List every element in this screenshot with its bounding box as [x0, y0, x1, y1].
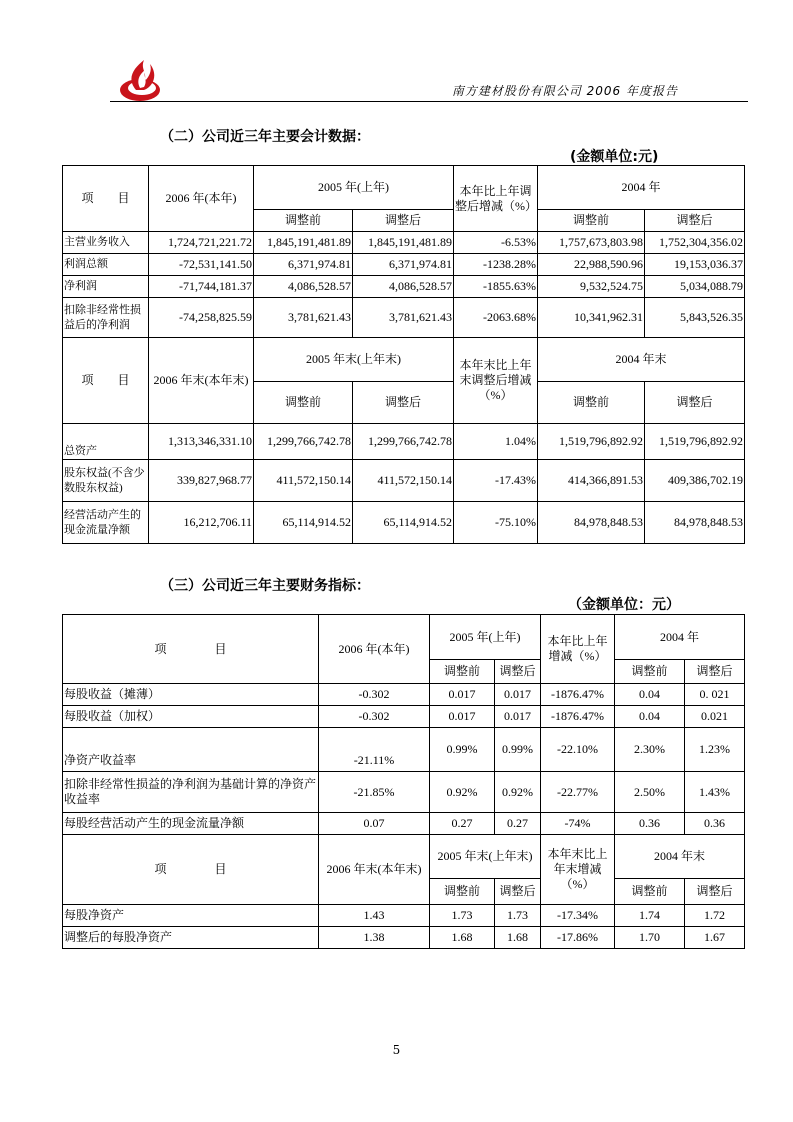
cell-change: -2063.68%	[454, 298, 538, 338]
section2-title: （二）公司近三年主要会计数据：	[160, 129, 370, 145]
page-number: 5	[392, 1043, 401, 1057]
row-label: 扣除非经常性损益后的净利润	[63, 298, 149, 338]
cell-2004-before: 0.04	[615, 706, 685, 728]
cell-2005-before: 1,845,191,481.89	[254, 232, 353, 254]
table-row	[63, 927, 745, 949]
header-2004-after: 调整后	[685, 879, 745, 905]
cell-change: -17.86%	[541, 927, 615, 949]
cell-2004-after: 409,386,702.19	[645, 460, 745, 502]
cell-2005-before: 6,371,974.81	[254, 254, 353, 276]
cell-2006: -21.85%	[319, 772, 430, 813]
cell-2004-before: 0.36	[615, 813, 685, 835]
row-label: 扣除非经常性损益的净利润为基础计算的净资产收益率	[63, 772, 319, 813]
cell-2006: -0.302	[319, 706, 430, 728]
header-2006: 2006 年(本年)	[149, 166, 254, 232]
header-rule	[110, 101, 748, 102]
cell-2004-before: 0.04	[615, 684, 685, 706]
header-2004-after: 调整后	[645, 210, 745, 232]
cell-2004-after: 1.67	[685, 927, 745, 949]
cell-2005-after: 65,114,914.52	[353, 502, 454, 544]
cell-2006: 1,313,346,331.10	[149, 424, 254, 460]
cell-2004-before: 1,757,673,803.98	[538, 232, 645, 254]
header-2005-after: 调整后	[495, 660, 541, 684]
cell-2005-before: 1.73	[430, 905, 495, 927]
header-2005-end: 2005 年末(上年末)	[430, 835, 541, 879]
row-label: 每股收益（摊薄）	[63, 684, 319, 706]
header-change: 本年比上年增减（%）	[541, 615, 615, 684]
cell-change: -75.10%	[454, 502, 538, 544]
header-change: 本年比上年调整后增减（%）	[454, 166, 538, 232]
cell-2005-before: 0.27	[430, 813, 495, 835]
cell-2006: 1.43	[319, 905, 430, 927]
header-item: 项 目	[63, 615, 319, 684]
cell-2005-after: 6,371,974.81	[353, 254, 454, 276]
table-row	[63, 276, 745, 298]
header-item: 项 目	[63, 166, 149, 232]
cell-change: -17.43%	[454, 460, 538, 502]
header-2004-before: 调整前	[615, 660, 685, 684]
header-2004-end: 2004 年末	[615, 835, 745, 879]
cell-2005-before: 3,781,621.43	[254, 298, 353, 338]
cell-2005-after: 4,086,528.57	[353, 276, 454, 298]
cell-2005-before: 0.017	[430, 706, 495, 728]
cell-2004-before: 1,519,796,892.92	[538, 424, 645, 460]
header-2005-before: 调整前	[430, 879, 495, 905]
cell-2006: -71,744,181.37	[149, 276, 254, 298]
header-2006-end: 2006 年末(本年末)	[319, 835, 430, 905]
header-2004: 2004 年	[538, 166, 745, 210]
header-item: 项 目	[63, 835, 319, 905]
cell-2004-after: 1.72	[685, 905, 745, 927]
header-2004-before: 调整前	[538, 382, 645, 424]
table-row	[63, 460, 745, 502]
cell-2004-before: 414,366,891.53	[538, 460, 645, 502]
cell-2005-after: 0.92%	[495, 772, 541, 813]
financial-indicators-table	[62, 614, 745, 949]
cell-2004-after: 5,843,526.35	[645, 298, 745, 338]
table-row	[63, 684, 745, 706]
cell-change: -22.10%	[541, 728, 615, 772]
row-label: 每股收益（加权）	[63, 706, 319, 728]
row-label: 每股净资产	[63, 905, 319, 927]
cell-2005-before: 0.92%	[430, 772, 495, 813]
cell-2005-after: 1,299,766,742.78	[353, 424, 454, 460]
table-row	[63, 254, 745, 276]
header-2005-before: 调整前	[430, 660, 495, 684]
cell-change: -1876.47%	[541, 684, 615, 706]
table-row	[63, 502, 745, 544]
cell-2004-before: 2.50%	[615, 772, 685, 813]
cell-2004-before: 1.70	[615, 927, 685, 949]
header-2004: 2004 年	[615, 615, 745, 660]
cell-2006: 1,724,721,221.72	[149, 232, 254, 254]
row-label: 调整后的每股净资产	[63, 927, 319, 949]
row-label: 经营活动产生的现金流量净额	[63, 502, 149, 544]
header-change-end: 本年末比上年末调整后增减（%）	[454, 338, 538, 424]
cell-2004-before: 10,341,962.31	[538, 298, 645, 338]
header-2004-after: 调整后	[645, 382, 745, 424]
cell-2006: -21.11%	[319, 728, 430, 772]
cell-2005-after: 0.27	[495, 813, 541, 835]
header-2005-after: 调整后	[353, 210, 454, 232]
header-2004-before: 调整前	[615, 879, 685, 905]
cell-2004-after: 84,978,848.53	[645, 502, 745, 544]
header-2005-before: 调整前	[254, 210, 353, 232]
cell-2005-before: 1.68	[430, 927, 495, 949]
header-2004-after: 调整后	[685, 660, 745, 684]
cell-2005-after: 3,781,621.43	[353, 298, 454, 338]
cell-2004-after: 1,752,304,356.02	[645, 232, 745, 254]
row-label: 利润总额	[63, 254, 149, 276]
cell-2004-before: 84,978,848.53	[538, 502, 645, 544]
table-row	[63, 232, 745, 254]
cell-2004-before: 22,988,590.96	[538, 254, 645, 276]
header-2005-after: 调整后	[353, 382, 454, 424]
table-row	[63, 728, 745, 772]
cell-2004-after: 1,519,796,892.92	[645, 424, 745, 460]
cell-2005-after: 411,572,150.14	[353, 460, 454, 502]
cell-2006: -72,531,141.50	[149, 254, 254, 276]
row-label: 每股经营活动产生的现金流量净额	[63, 813, 319, 835]
cell-2006: -0.302	[319, 684, 430, 706]
section2-unit: (金额单位:元)	[570, 149, 659, 165]
cell-change: 1.04%	[454, 424, 538, 460]
cell-2004-before: 2.30%	[615, 728, 685, 772]
header-2006-end: 2006 年末(本年末)	[149, 338, 254, 424]
cell-2005-before: 1,299,766,742.78	[254, 424, 353, 460]
cell-2005-after: 1.73	[495, 905, 541, 927]
row-label: 总资产	[63, 424, 149, 460]
header-2004-end: 2004 年末	[538, 338, 745, 382]
header-2005-end: 2005 年末(上年末)	[254, 338, 454, 382]
cell-2004-after: 1.23%	[685, 728, 745, 772]
cell-change: -1238.28%	[454, 254, 538, 276]
cell-2005-before: 0.99%	[430, 728, 495, 772]
company-logo	[118, 52, 164, 102]
row-label: 净资产收益率	[63, 728, 319, 772]
header-change-end: 本年末比上年末增减（%）	[541, 835, 615, 905]
cell-2005-before: 4,086,528.57	[254, 276, 353, 298]
section3-unit: （金额单位：元）	[568, 597, 680, 613]
cell-2006: -74,258,825.59	[149, 298, 254, 338]
cell-2005-before: 0.017	[430, 684, 495, 706]
table-row	[63, 298, 745, 338]
table-row	[63, 424, 745, 460]
section3-title: （三）公司近三年主要财务指标：	[160, 578, 370, 594]
cell-2005-after: 1.68	[495, 927, 541, 949]
header-2005-before: 调整前	[254, 382, 353, 424]
cell-2006: 1.38	[319, 927, 430, 949]
row-label: 净利润	[63, 276, 149, 298]
accounting-data-table	[62, 165, 745, 544]
cell-2005-after: 0.017	[495, 706, 541, 728]
cell-change: -1855.63%	[454, 276, 538, 298]
cell-2004-after: 0. 021	[685, 684, 745, 706]
cell-2004-before: 9,532,524.75	[538, 276, 645, 298]
header-2005: 2005 年(上年)	[430, 615, 541, 660]
header-2005: 2005 年(上年)	[254, 166, 454, 210]
header-2005-after: 调整后	[495, 879, 541, 905]
row-label: 股东权益(不含少数股东权益)	[63, 460, 149, 502]
cell-change: -6.53%	[454, 232, 538, 254]
cell-2005-after: 1,845,191,481.89	[353, 232, 454, 254]
cell-2005-before: 65,114,914.52	[254, 502, 353, 544]
cell-2004-after: 1.43%	[685, 772, 745, 813]
cell-change: -1876.47%	[541, 706, 615, 728]
cell-2006: 0.07	[319, 813, 430, 835]
table-row	[63, 813, 745, 835]
header-item: 项 目	[63, 338, 149, 424]
header-2004-before: 调整前	[538, 210, 645, 232]
cell-2006: 16,212,706.11	[149, 502, 254, 544]
cell-2004-after: 0.021	[685, 706, 745, 728]
report-header-title: 南方建材股份有限公司 2006 年度报告	[451, 84, 678, 98]
cell-2004-before: 1.74	[615, 905, 685, 927]
cell-2005-before: 411,572,150.14	[254, 460, 353, 502]
cell-2005-after: 0.99%	[495, 728, 541, 772]
cell-2005-after: 0.017	[495, 684, 541, 706]
cell-change: -74%	[541, 813, 615, 835]
table-row	[63, 706, 745, 728]
cell-2004-after: 0.36	[685, 813, 745, 835]
cell-2006: 339,827,968.77	[149, 460, 254, 502]
cell-change: -17.34%	[541, 905, 615, 927]
row-label: 主营业务收入	[63, 232, 149, 254]
table-row	[63, 905, 745, 927]
cell-2004-after: 5,034,088.79	[645, 276, 745, 298]
table-row	[63, 772, 745, 813]
cell-2004-after: 19,153,036.37	[645, 254, 745, 276]
header-2006: 2006 年(本年)	[319, 615, 430, 684]
cell-change: -22.77%	[541, 772, 615, 813]
